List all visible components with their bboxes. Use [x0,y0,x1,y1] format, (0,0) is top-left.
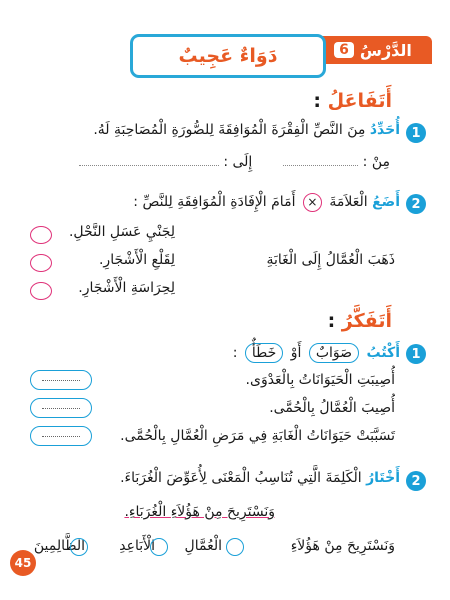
to-blank[interactable] [79,165,219,166]
option-mark-circle[interactable] [30,282,52,300]
question-text: الْعَلاَمَةَ [329,194,368,210]
answer-box[interactable] [30,370,92,390]
lesson-title: دَوَاءٌ عَجِيبٌ [178,45,278,67]
choice-circle[interactable] [150,538,168,556]
question-verb: أَكْتُبُ [366,345,400,361]
lesson-title-box [130,34,326,78]
option-mark-circle[interactable] [30,254,52,272]
section-heading-think [328,310,392,332]
to-label: إِلَى : [223,154,253,170]
answer-box[interactable] [30,426,92,446]
question-4-prompt [120,470,400,486]
mcq-option: لِجَنْيِ عَسَلِ النَّحْلِ. [68,224,175,240]
section-heading-interact [313,90,392,112]
answer-box[interactable] [30,398,92,418]
question-1-prompt [93,122,400,138]
question-text: مِنَ النَّصِّ الْفِقْرَةَ الْمُوَافِقَةَ لِلصُّورَةِ الْمُصَاحِبَةِ لَهُ. [93,122,366,138]
choice-word: الظَّالِمِينَ [33,538,85,554]
option-mark-circle[interactable] [30,226,52,244]
question-2-prompt [133,193,400,212]
choice-word: الْأَبَاعِدِ [119,538,155,554]
question-verb: أَضَعُ [372,194,400,210]
question-number-badge: 1 [406,123,426,143]
question-text: أَمَامَ الْإِفَادَةِ الْمُوَافِقَةِ لِلنَّصِّ : [133,194,296,210]
sentence-stem: وَنَسْتَرِيحَ مِنْ هَؤُلاَءِ [290,538,395,554]
mcq-option: لِقَلْعِ الْأَشْجَارِ. [98,252,175,268]
choice-sentence [291,538,395,554]
true-chip: صَوَابٌ [309,343,359,363]
mcq-stem: ذَهَبَ الْعُمَّالُ إِلَى الْغَابَةِ [266,252,395,268]
statement: تَسَبَّبَتْ حَيَوَانَاتُ الْغَابَةِ فِي مَرَضِ الْعُمَّالِ بِالْحُمَّى. [120,428,395,444]
page-number-badge: 45 [10,550,36,576]
mcq-option: لِحِرَاسَةِ الْأَشْجَارِ. [78,280,175,296]
section-colon: : [313,90,321,112]
section-title: أَتَفَكَّرُ [341,310,392,332]
question-verb: أَخْتَارُ [366,470,400,486]
x-mark-icon: × [303,193,322,212]
question-number-badge: 2 [406,471,426,491]
question-text: الْكَلِمَةَ الَّتِي تُنَاسِبُ الْمَعْنَى لِأُعَوِّضَ الْغُرَبَاءَ. [120,470,362,486]
question-number-badge: 1 [406,344,426,364]
false-chip: خَطَأٌ [245,343,283,363]
from-blank[interactable] [283,165,358,166]
prompt-colon: : [232,345,238,361]
lesson-label: الدَّرْسُ [359,40,412,60]
lesson-number: 6 [334,42,354,58]
statement: أُصِيبَتِ الْحَيَوَانَاتُ بِالْعَدْوَى. [245,372,395,388]
statement: أُصِيبَ الْعُمَّالُ بِالْحُمَّى. [269,400,395,416]
choice-circle[interactable] [70,538,88,556]
section-colon: : [327,310,336,332]
choice-word: الْعُمَّالِ [184,538,222,554]
lesson-tab [314,36,432,64]
section-title: أَتَفَاعَلُ [327,90,392,112]
question-3-prompt [233,343,400,363]
from-label: مِنْ : [362,154,390,170]
choice-circle[interactable] [226,538,244,556]
from-to-line [79,154,390,170]
target-sentence: وَنَسْتَرِيحَ مِنْ هَؤُلاَءِ الْغُرَبَاءِ. [124,504,275,520]
or-word: أَوْ [290,345,302,361]
question-verb: أُحَدِّدُ [369,122,400,138]
question-number-badge: 2 [406,194,426,214]
